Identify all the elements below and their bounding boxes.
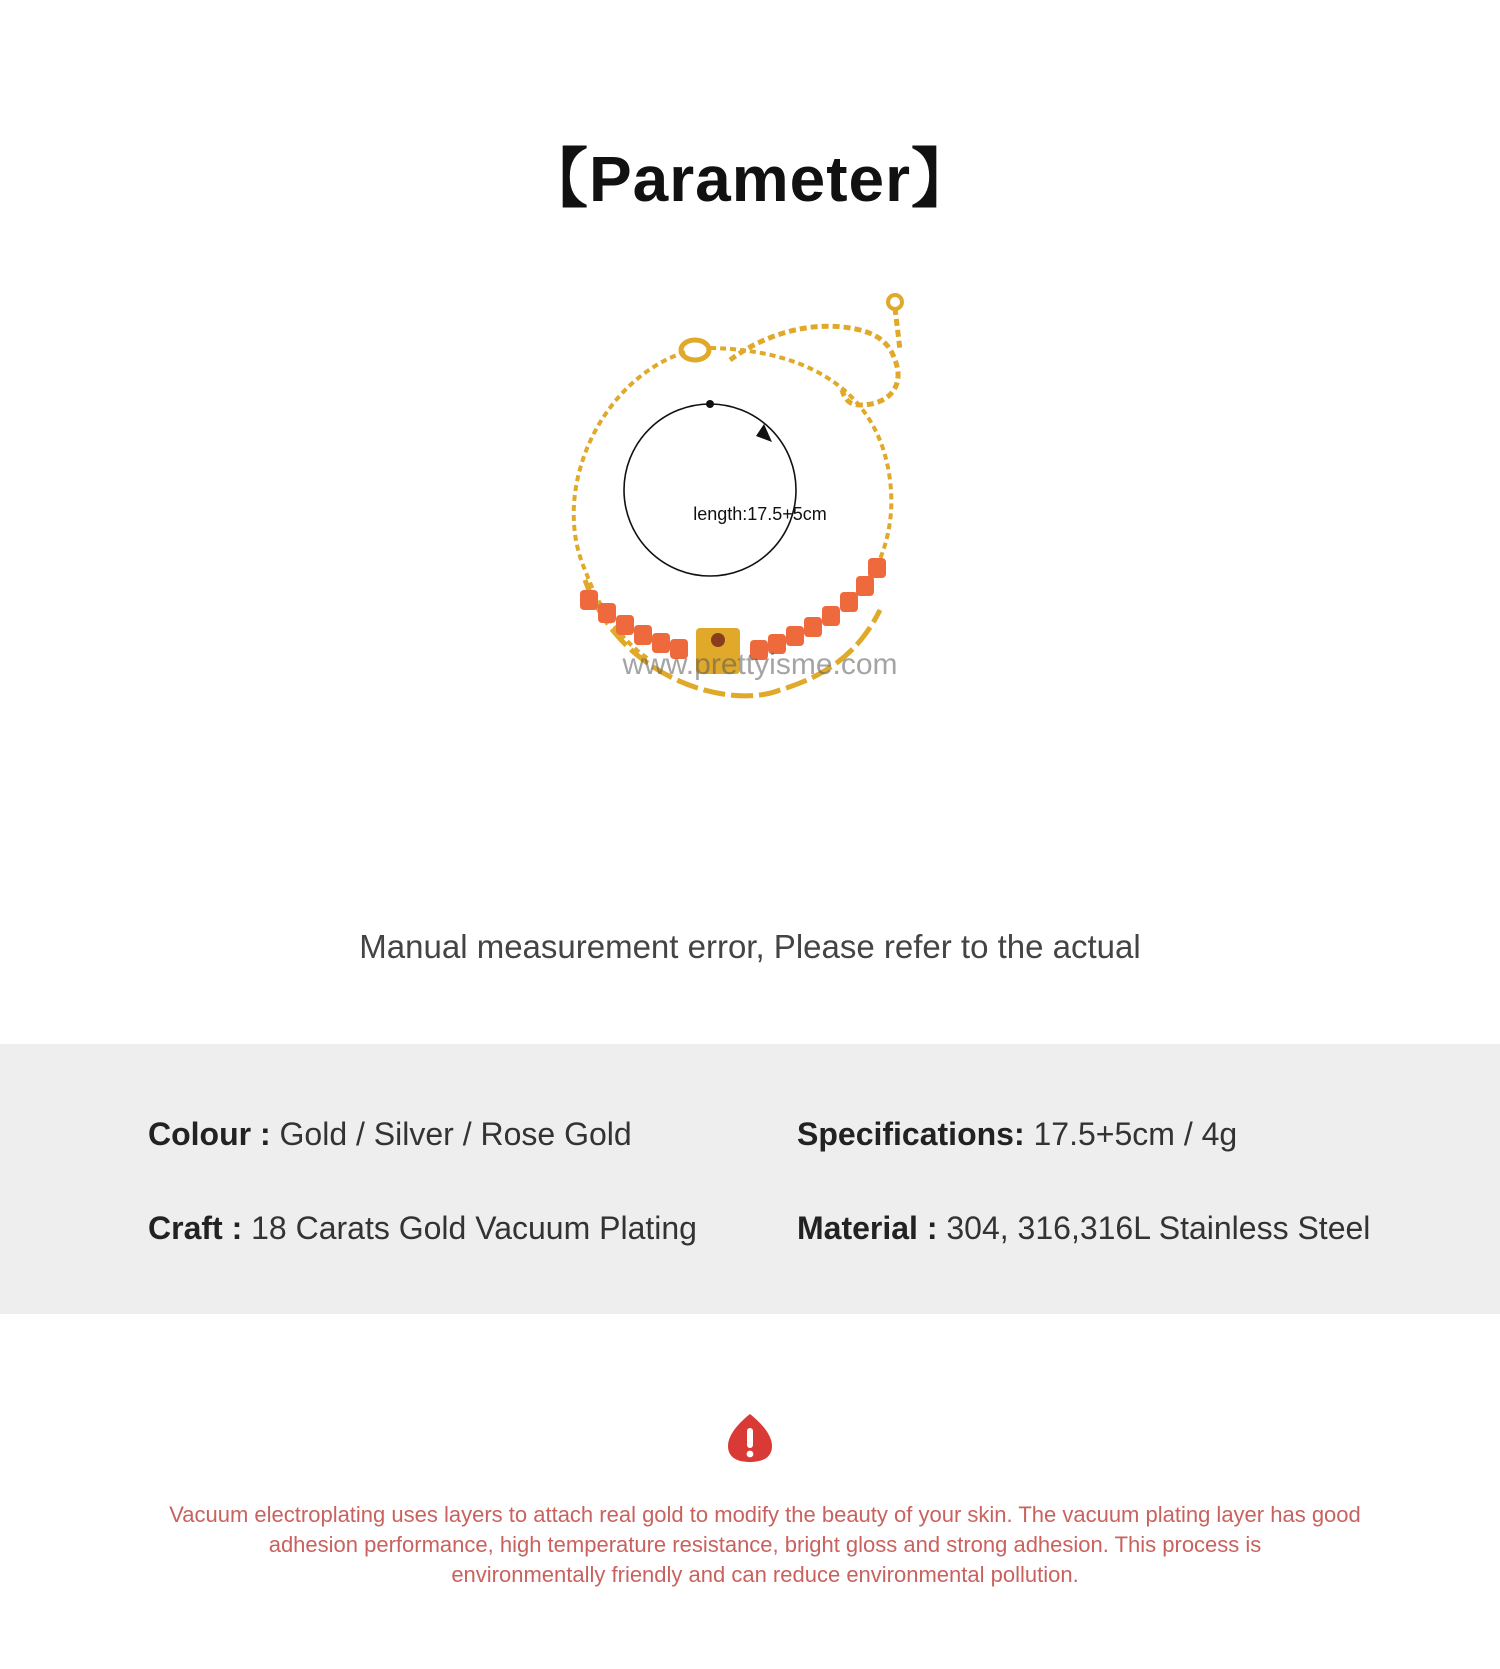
measure-start-dot <box>706 400 714 408</box>
charm-stone <box>711 633 725 647</box>
measure-arrow-icon <box>756 424 772 442</box>
spec-craft-label: Craft : <box>148 1210 243 1246</box>
watermark: www.prettyisme.com <box>622 648 898 681</box>
length-label: length:17.5+5cm <box>693 504 827 524</box>
page-title: 【Parameter】 <box>523 143 977 215</box>
fine-chain-right <box>710 348 891 570</box>
exclamation-icon <box>726 1412 774 1464</box>
plating-description <box>150 1500 1380 1590</box>
footer-line: Vacuum electroplating uses layers to attach real gold to modify the beauty of your skin. The vacuum plating layer has good <box>169 1502 1361 1527</box>
spec-material-label: Material : <box>797 1210 938 1246</box>
spec-colour-label: Colour : <box>148 1116 271 1152</box>
spec-material-value: 304, 316,316L Stainless Steel <box>946 1210 1371 1246</box>
spec-specifications-label: Specifications: <box>797 1116 1025 1152</box>
spec-material <box>797 1210 1370 1247</box>
spec-panel <box>0 1044 1500 1314</box>
measurement-note: Manual measurement error, Please refer to the actual <box>359 928 1141 965</box>
footer-line: environmentally friendly and can reduce environmental pollution. <box>451 1562 1079 1587</box>
spec-craft-value: 18 Carats Gold Vacuum Plating <box>251 1210 697 1246</box>
spec-craft <box>148 1210 697 1247</box>
spec-colour <box>148 1116 632 1153</box>
chain-tail <box>895 308 900 350</box>
lobster-clasp <box>681 340 709 360</box>
spec-specifications <box>797 1116 1237 1153</box>
chain-end-ring <box>888 295 902 309</box>
footer-line: adhesion performance, high temperature resistance, bright gloss and strong adhesion. This process is <box>268 1532 1262 1557</box>
extension-chain <box>730 326 898 405</box>
spec-colour-value: Gold / Silver / Rose Gold <box>279 1116 632 1152</box>
spec-specifications-value: 17.5+5cm / 4g <box>1033 1116 1238 1152</box>
measure-circle <box>624 404 796 576</box>
